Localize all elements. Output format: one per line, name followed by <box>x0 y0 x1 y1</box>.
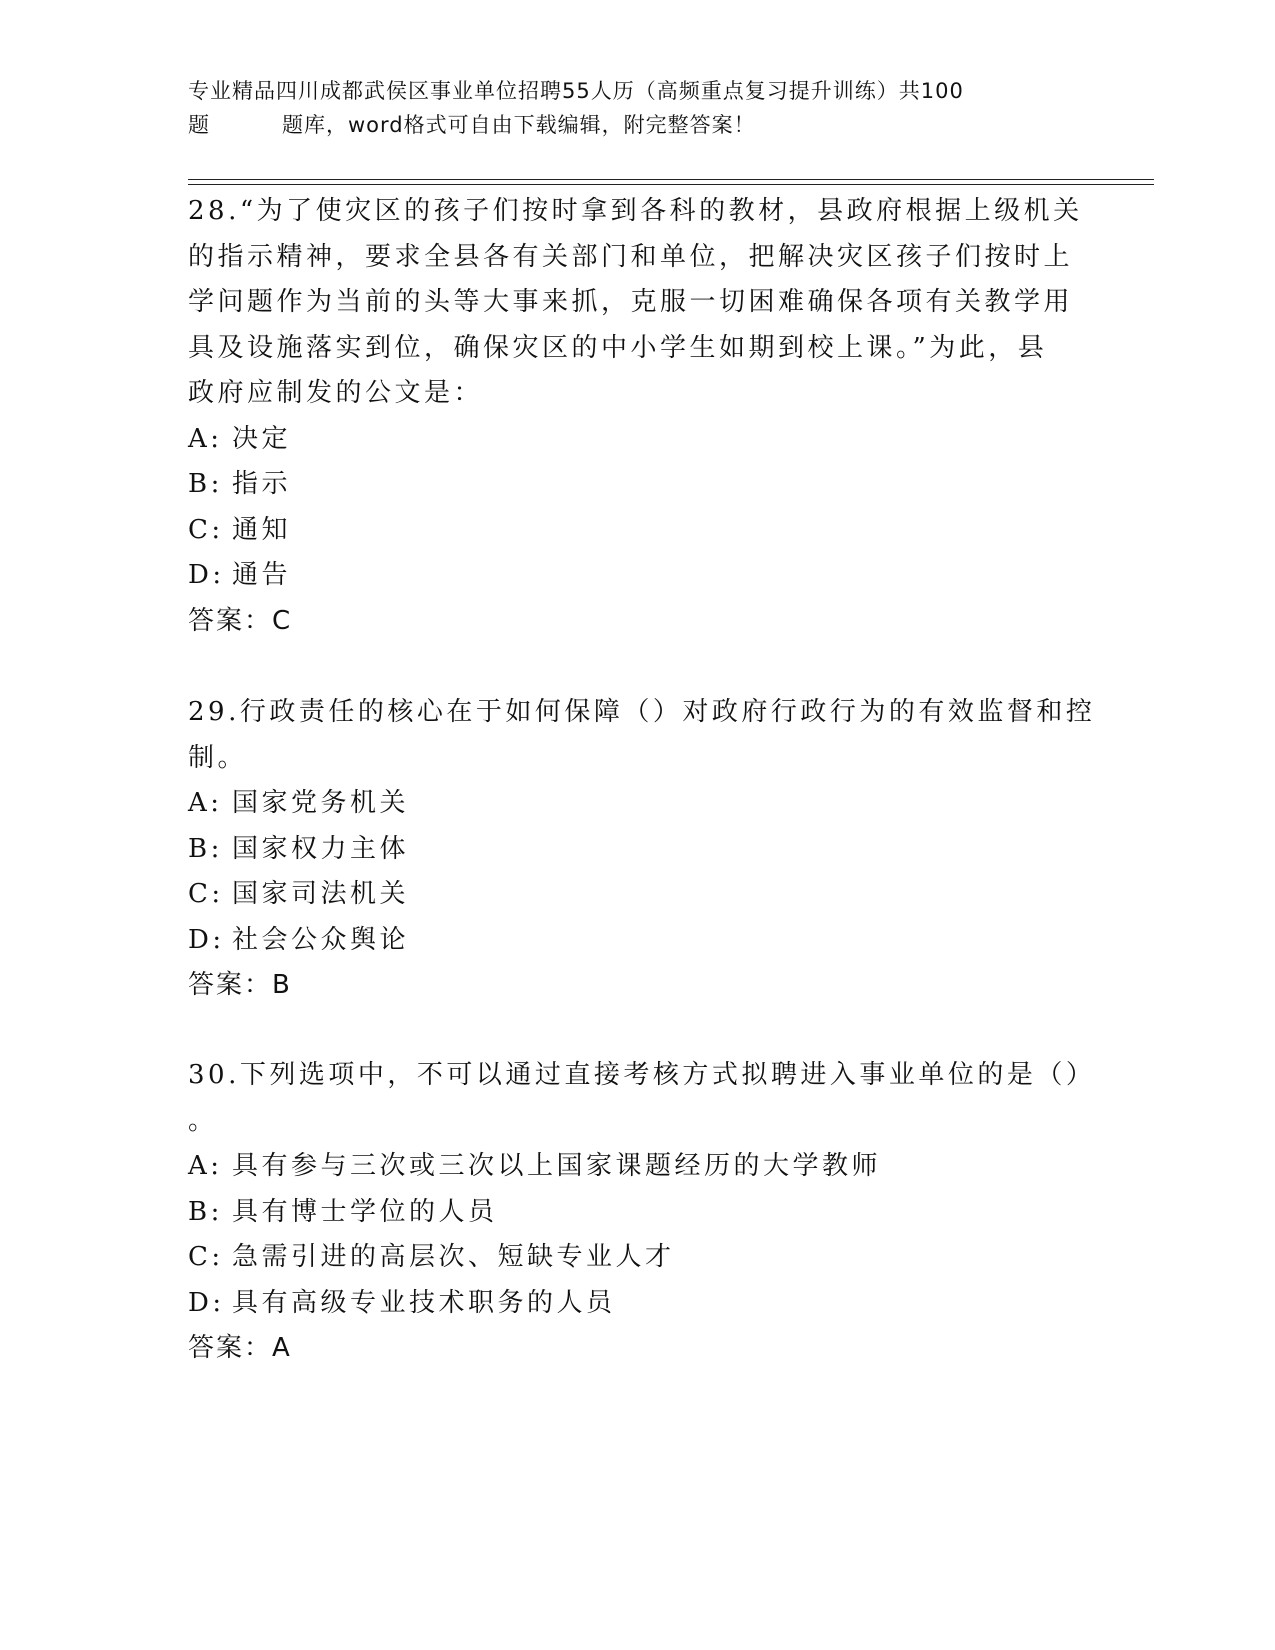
answer-line: 答案：B <box>188 970 292 1000</box>
option-letter: B: <box>188 469 223 499</box>
option-text: 急需引进的高层次、短缺专业人才 <box>232 1242 675 1272</box>
header-title-line-2-start: 题 <box>188 113 210 137</box>
option-c <box>188 1235 1088 1281</box>
option-letter: B: <box>188 1196 223 1227</box>
question-29 <box>188 690 1096 1009</box>
option-letter: D: <box>188 560 225 590</box>
header-divider-top <box>188 179 1154 180</box>
option-text: 指示 <box>232 469 292 499</box>
question-stem-line: 学问题作为当前的头等大事来抓，克服一切困难确保各项有关教学用 <box>188 287 1074 317</box>
option-b <box>188 462 1088 508</box>
option-text: 国家权力主体 <box>232 833 410 864</box>
option-letter: C: <box>188 1242 224 1272</box>
option-letter: D: <box>188 924 225 955</box>
option-text: 具有高级专业技术职务的人员 <box>232 1287 616 1318</box>
option-text: 通告 <box>232 560 292 590</box>
option-d <box>188 553 1088 599</box>
option-d <box>188 918 1088 964</box>
option-text: 社会公众舆论 <box>232 924 410 955</box>
option-text: 具有博士学位的人员 <box>232 1196 498 1227</box>
question-28 <box>188 189 1088 644</box>
question-stem-line: 。 <box>188 1105 218 1136</box>
option-letter: A: <box>188 423 223 454</box>
question-stem-line: 具及设施落实到位，确保灾区的中小学生如期到校上课。”为此，县 <box>188 332 1048 363</box>
option-letter: A: <box>188 788 223 818</box>
page-header <box>188 74 1088 142</box>
answer-line: 答案：A <box>188 1333 292 1363</box>
option-letter: D: <box>188 1287 225 1318</box>
option-a <box>188 781 1088 827</box>
answer-line: 答案：C <box>188 605 293 636</box>
question-stem-line: 28.“为了使灾区的孩子们按时拿到各科的教材，县政府根据上级机关 <box>188 196 1083 226</box>
question-stem-line: 政府应制发的公文是： <box>188 378 484 408</box>
option-b <box>188 827 1088 873</box>
option-c <box>188 872 1088 918</box>
option-text: 决定 <box>232 423 292 454</box>
option-a <box>188 417 1088 463</box>
question-stem-line: 30.下列选项中，不可以通过直接考核方式拟聘进入事业单位的是（） <box>188 1060 1096 1090</box>
question-stem-line: 制。 <box>188 742 248 773</box>
header-title-line-2-end: 题库，word格式可自由下载编辑，附完整答案！ <box>282 113 756 137</box>
option-letter: B: <box>188 833 223 864</box>
option-a <box>188 1144 1088 1190</box>
header-divider-bottom <box>188 184 1154 185</box>
question-stem-line: 的指示精神，要求全县各有关部门和单位，把解决灾区孩子们按时上 <box>188 241 1074 272</box>
header-title-line-2 <box>188 108 1088 142</box>
option-text: 具有参与三次或三次以上国家课题经历的大学教师 <box>232 1151 882 1181</box>
option-text: 国家党务机关 <box>232 788 410 818</box>
option-letter: A: <box>188 1151 223 1181</box>
option-d <box>188 1281 1088 1327</box>
option-text: 国家司法机关 <box>232 879 410 909</box>
option-text: 通知 <box>232 514 292 545</box>
option-letter: C: <box>188 879 224 909</box>
option-letter: C: <box>188 514 224 545</box>
option-b <box>188 1190 1088 1236</box>
header-title-line-1: 专业精品四川成都武侯区事业单位招聘55人历（高频重点复习提升训练）共100 <box>188 79 964 103</box>
question-stem-line: 29.行政责任的核心在于如何保障（）对政府行政行为的有效监督和控 <box>188 697 1096 727</box>
option-c <box>188 508 1088 554</box>
question-30 <box>188 1053 1096 1372</box>
